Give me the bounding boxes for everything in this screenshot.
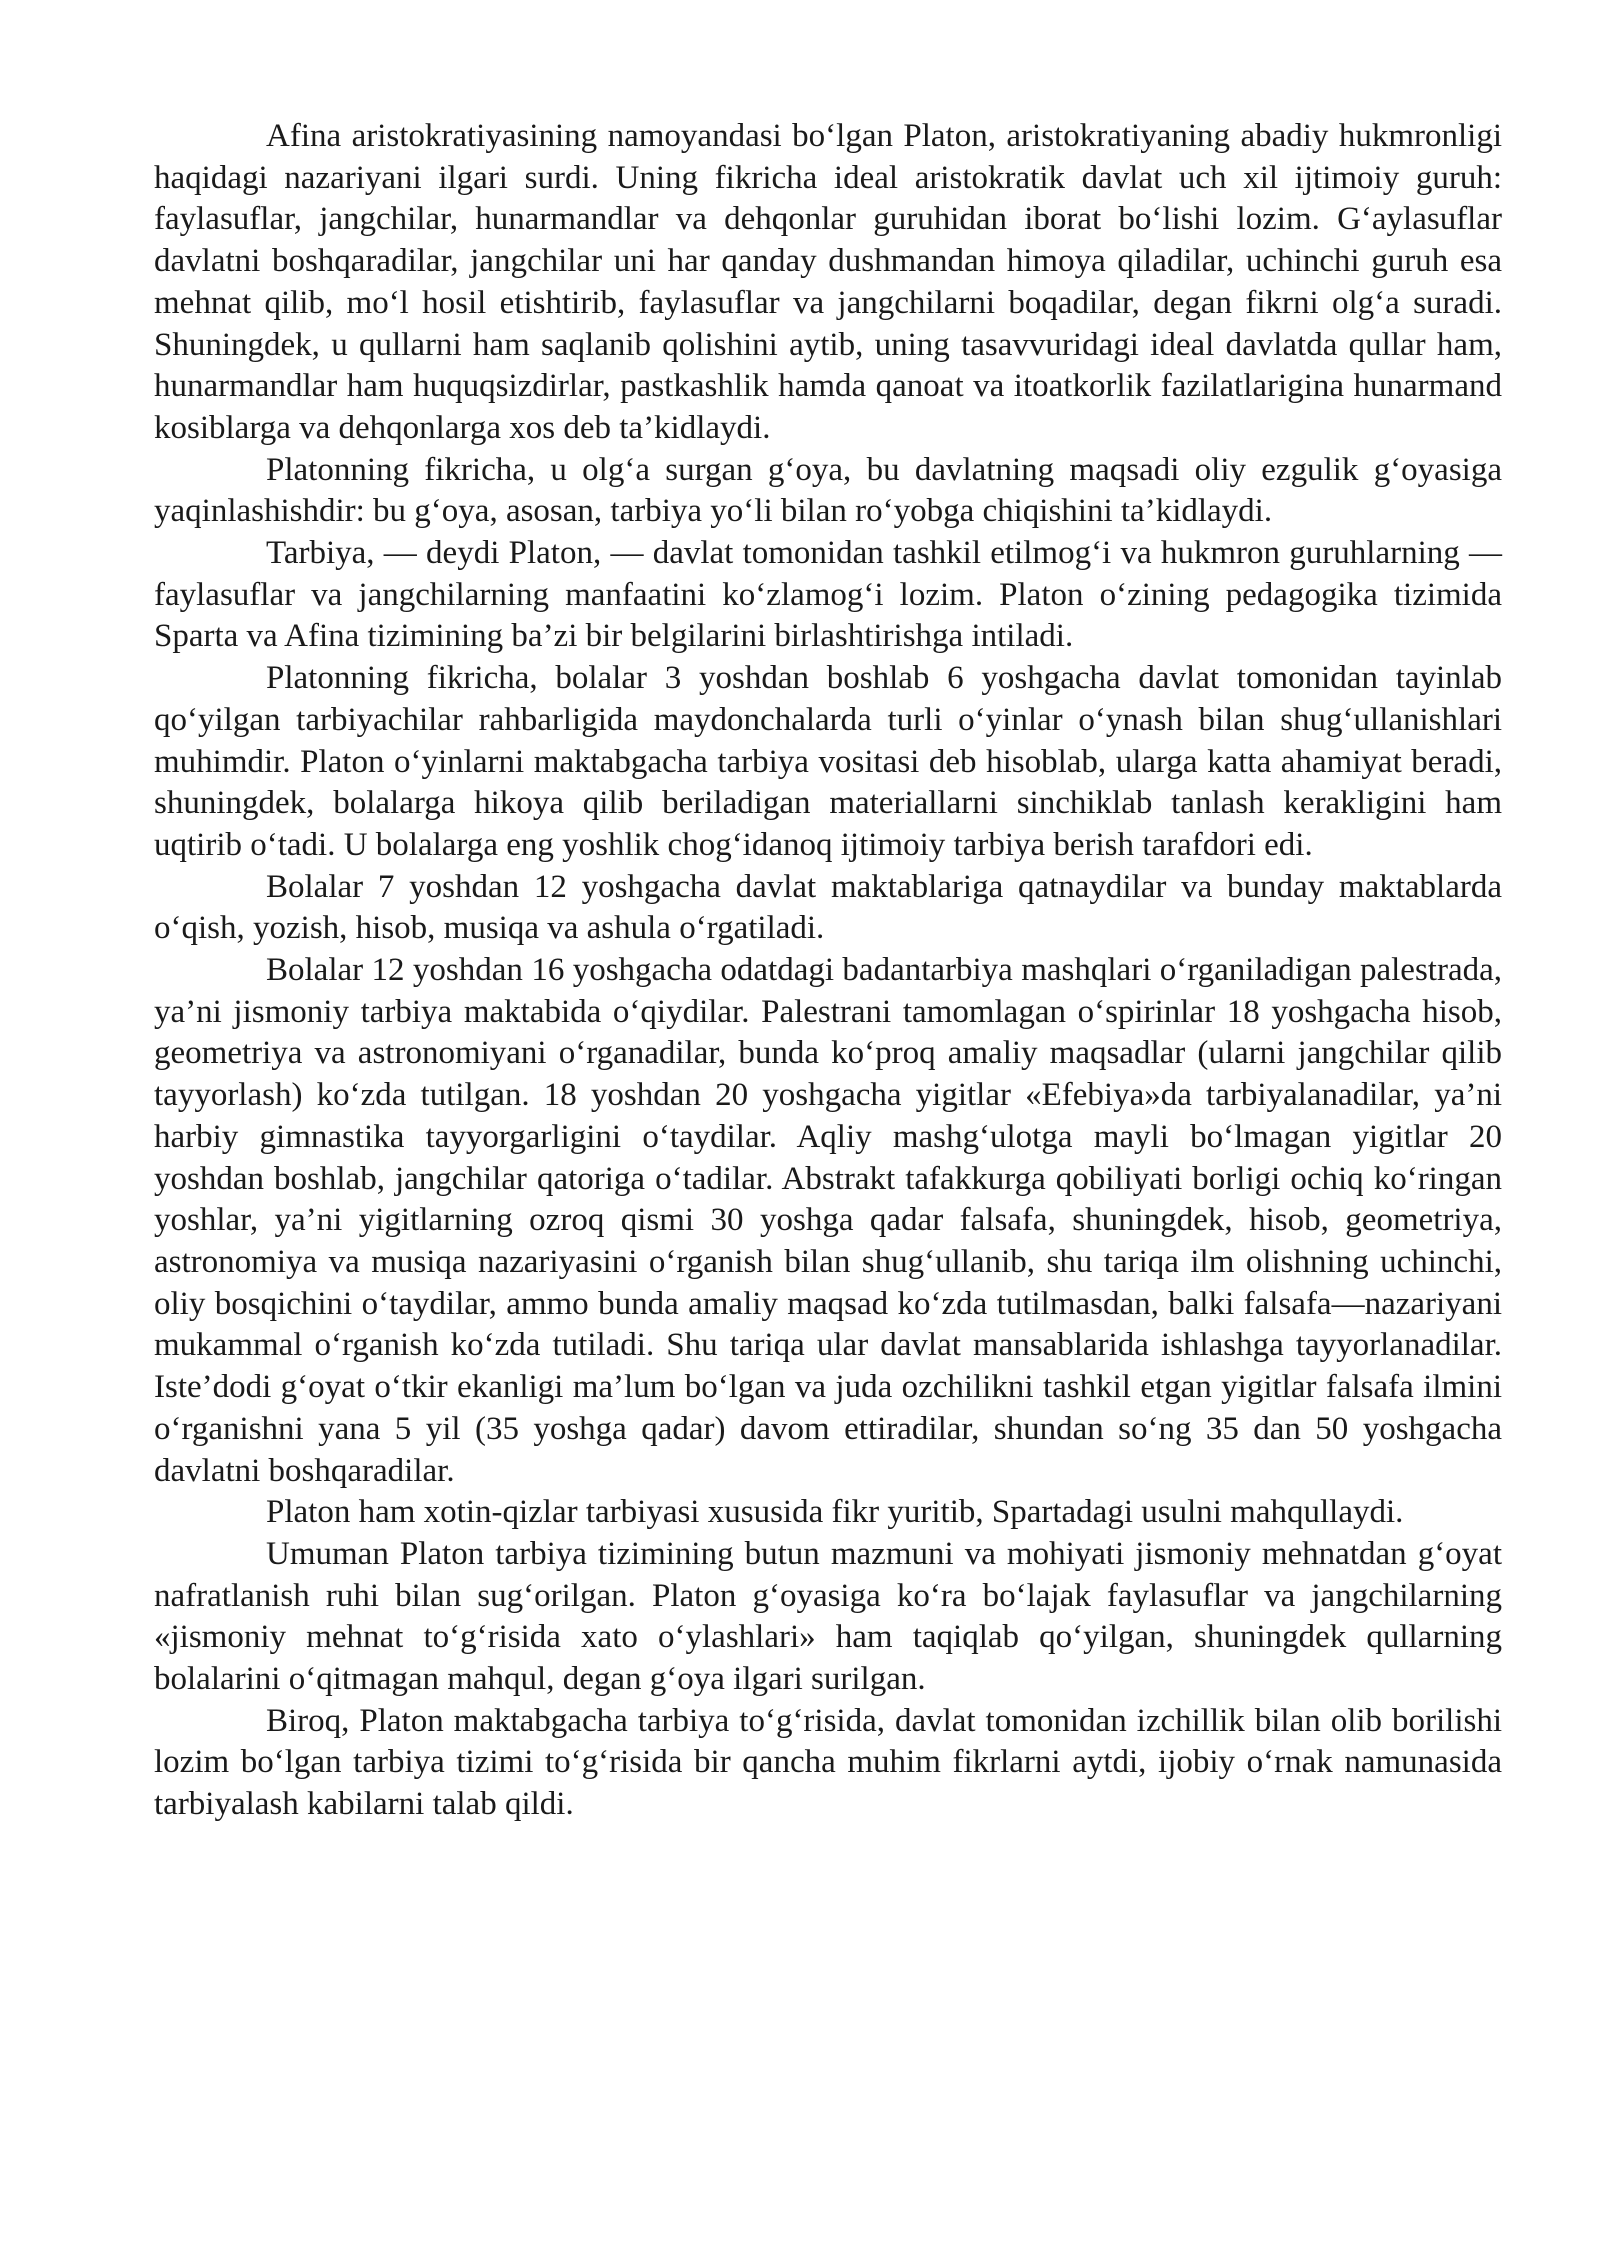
paragraph-physical-labor: Umuman Platon tarbiya tizimining butun mazmuni va mohiyati jismoniy mehnatdan g‘oyat nafratlanish ruhi bilan sug‘orilgan. Platon g‘oyasiga ko‘ra bo‘lajak faylasuflar va jangchilarning «jismoniy mehnat to‘g‘risida xato o‘ylashlari» ham taqiqlab qo‘yilgan, shuningdek qullarning bolalarini o‘qitmagan mahqul, degan g‘oya ilgari surilgan.: [154, 1535, 1502, 1698]
paragraph-aristocracy: Afina aristokratiyasining namoyandasi bo‘lgan Platon, aristokratiyaning abadiy hukmronligi haqidagi nazariyani ilgari surdi. Uning fikricha ideal aristokratik davlat uch xil ijtimoiy guruh: faylasuflar, jangchilar, hunarmandlar va dehqonlar guruhidan iborat bo‘lishi lozim. G‘aylasuflar davlatni boshqaradilar, jangchilar uni har qanday dushmandan himoya qiladilar, uchinchi guruh esa mehnat qilib, mo‘l hosil etishtirib, faylasuflar va jangchilarni boqadilar, degan fikrni olg‘a suradi. Shuningdek, u qullarni ham saqlanib qolishini aytib, uning tasavvuridagi ideal davlatda qullar ham, hunarmandlar ham huquqsizdirlar, pastkashlik hamda qanoat va itoatkorlik fazilatlarigina hunarmand kosiblarga va dehqonlarga xos deb ta’kidlaydi.: [154, 118, 1502, 446]
document-page: [154, 116, 1502, 1826]
paragraph-conclusion: Biroq, Platon maktabgacha tarbiya to‘g‘risida, davlat tomonidan izchillik bilan olib borilishi lozim bo‘lgan tarbiya tizimi to‘g‘risida bir qancha muhim fikrlarni aytdi, ijobiy o‘rnak namunasida tarbiyalash kabilarni talab qildi.: [154, 1702, 1502, 1823]
paragraph-women-education: Platon ham xotin-qizlar tarbiyasi xususida fikr yuritib, Spartadagi usulni mahqullaydi.: [266, 1494, 1404, 1531]
paragraph-preschool-games: Platonning fikricha, bolalar 3 yoshdan boshlab 6 yoshgacha davlat tomonidan tayinlab qo‘yilgan tarbiyachilar rahbarligida maydonchalarda turli o‘yinlar o‘ynash bilan shug‘ullanishlari muhimdir. Platon o‘yinlarni maktabgacha tarbiya vositasi deb hisoblab, ularga katta ahamiyat beradi, shuningdek, bolalarga hikoya qilib beriladigan materiallarni sinchiklab tanlash kerakligini ham uqtirib o‘tadi. U bolalarga eng yoshlik chog‘idanoq ijtimoiy tarbiya berish tarafdori edi.: [154, 660, 1502, 863]
paragraph-state-education: Tarbiya, — deydi Platon, — davlat tomonidan tashkil etilmog‘i va hukmron guruhlarning — faylasuflar va jangchilarning manfaatini ko‘zlamog‘i lozim. Platon o‘zining pedagogika tizimida Sparta va Afina tizimining ba’zi bir belgilarini birlashtirishga intiladi.: [154, 535, 1502, 655]
paragraph-palestra-efebiya: Bolalar 12 yoshdan 16 yoshgacha odatdagi badantarbiya mashqlari o‘rganiladigan palestrada, ya’ni jismoniy tarbiya maktabida o‘qiydilar. Palestrani tamomlagan o‘spirinlar 18 yoshgacha hisob, geometriya va astronomiyani o‘rganadilar, bunda ko‘proq amaliy maqsadlar (ularni jangchilar qilib tayyorlash) ko‘zda tutilgan. 18 yoshdan 20 yoshgacha yigitlar «Efebiya»da tarbiyalanadilar, ya’ni harbiy gimnastika tayyorgarligini o‘taydilar. Aqliy mashg‘ulotga mayli bo‘lmagan yigitlar 20 yoshdan boshlab, jangchilar qatoriga o‘tadilar. Abstrakt tafakkurga qobiliyati borligi ochiq ko‘ringan yoshlar, ya’ni yigitlarning ozroq qismi 30 yoshga qadar falsafa, shuningdek, hisob, geometriya, astronomiya va musiqa nazariyasini o‘rganish bilan shug‘ullanib, shu tariqa ilm olishning uchinchi, oliy bosqichini o‘taydilar, ammo bunda amaliy maqsad ko‘zda tutilmasdan, balki falsafa—nazariyani mukammal o‘rganish ko‘zda tutiladi. Shu tariqa ular davlat mansablarida ishlashga tayyorlanadilar. Iste’dodi g‘oyat o‘tkir ekanligi ma’lum bo‘lgan va juda ozchilikni tashkil etgan yigitlar falsafa ilmini o‘rganishni yana 5 yil (35 yoshga qadar) davom ettiradilar, shundan so‘ng 35 dan 50 yoshgacha davlatni boshqaradilar.: [154, 952, 1502, 1489]
paragraph-idea-of-good: Platonning fikricha, u olg‘a surgan g‘oya, bu davlatning maqsadi oliy ezgulik g‘oyasiga yaqinlashishdir: bu g‘oya, asosan, tarbiya yo‘li bilan ro‘yobga chiqishini ta’kidlaydi.: [154, 451, 1502, 530]
paragraph-state-schools: Bolalar 7 yoshdan 12 yoshgacha davlat maktablariga qatnaydilar va bunday maktablarda o‘qish, yozish, hisob, musiqa va ashula o‘rgatiladi.: [154, 868, 1502, 947]
